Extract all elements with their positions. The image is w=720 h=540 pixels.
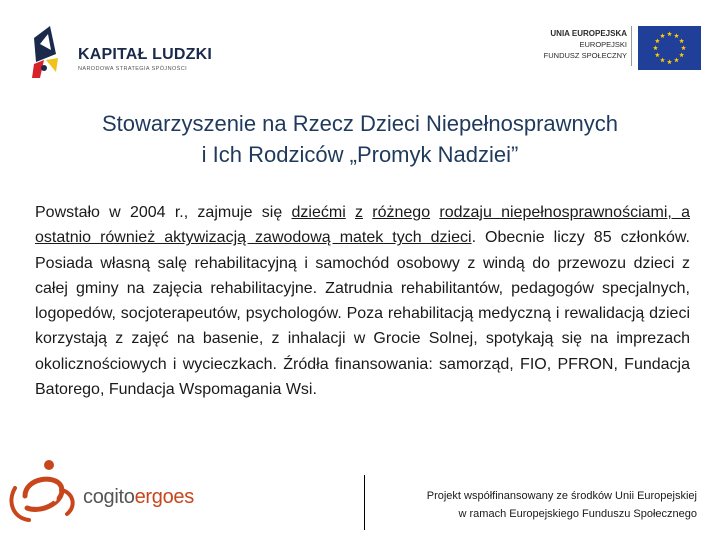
cofinancing-note-line1: Projekt współfinansowany ze środków Unii Europejskiej (426, 490, 697, 502)
underlined-text: z (355, 204, 364, 221)
cogito-word-part2: ergo (134, 486, 174, 508)
eu-star-icon (667, 59, 672, 64)
eu-star-icon (667, 31, 672, 36)
cofinancing-note-line2: w ramach Europejskiego Funduszu Społecznego (458, 508, 697, 520)
body-space (363, 204, 372, 221)
cogito-ergo-es-logo (5, 456, 225, 526)
cofinancing-note (364, 487, 697, 523)
description-paragraph (35, 200, 690, 402)
eu-flag-icon (638, 26, 701, 70)
eu-logo-divider (631, 26, 632, 66)
eu-star-icon (660, 33, 665, 38)
page-title-line2: i Ich Rodziców „Promyk Nadziei” (201, 142, 519, 167)
eu-logo (515, 24, 695, 72)
cogito-word-part3: es (173, 486, 194, 508)
underlined-text: różnego (372, 204, 431, 221)
eu-logo-text (544, 28, 627, 61)
cogito-wordmark (83, 486, 194, 509)
underlined-text: dziećmi (291, 204, 346, 221)
eu-star-icon (655, 38, 660, 43)
eu-stars-icon (638, 26, 701, 70)
eu-logo-line2: EUROPEJSKI (579, 40, 627, 49)
kapital-ludzki-logo (30, 24, 220, 84)
underlined-text: rodzaju niepełnosprawnościami, a ostatnio również aktywizacją zawodową matek tych dzieci (35, 204, 691, 247)
eu-star-icon (679, 38, 684, 43)
eu-logo-line3: FUNDUSZ SPOŁECZNY (543, 51, 627, 60)
eu-star-icon (655, 52, 660, 57)
kapital-ludzki-title: KAPITAŁ LUDZKI (78, 46, 213, 63)
eu-logo-line1: UNIA EUROPEJSKA (550, 29, 627, 38)
eu-star-icon (679, 52, 684, 57)
eu-star-icon (674, 33, 679, 38)
body-space (346, 204, 355, 221)
page-title-line1: Stowarzyszenie na Rzecz Dzieci Niepełnosprawnych (101, 111, 618, 136)
cogito-word-part1: cogito (83, 486, 135, 508)
eu-star-icon (674, 58, 679, 63)
kapital-ludzki-subtitle: NARODOWA STRATEGIA SPÓJNOŚCI (78, 66, 187, 72)
eu-star-icon (681, 45, 686, 50)
eu-star-icon (653, 45, 658, 50)
body-text-part: . Obecnie liczy 85 członków. Posiada własną salę rehabilitacyjną i samochód osobowy z windą do przewozu dzieci z całej gminy na zajęcia rehabilitacyjne. Zatrudnia rehabilitantów, pedagogów specjalnych, logopedów, socjoterapeutów, psychologów. Poza rehabilitacją medyczną i rewalidacją dzieci korzystają z zajęć na basenie, z inhalacji w Grocie Solnej, spotykają się na imprezach okolicznościowych i wycieczkach. Źródła finansowania: samorząd, FIO, PFRON, Fundacja Batorego, Fundacja Wspomagania Wsi. (35, 229, 691, 399)
body-text-part: Powstało w 2004 r., zajmuje się (35, 204, 292, 221)
eu-star-icon (660, 58, 665, 63)
page-title (30, 108, 690, 170)
body-space (430, 204, 439, 221)
kapital-ludzki-emblem-icon (30, 24, 76, 84)
cogito-figure-icon (5, 456, 85, 526)
